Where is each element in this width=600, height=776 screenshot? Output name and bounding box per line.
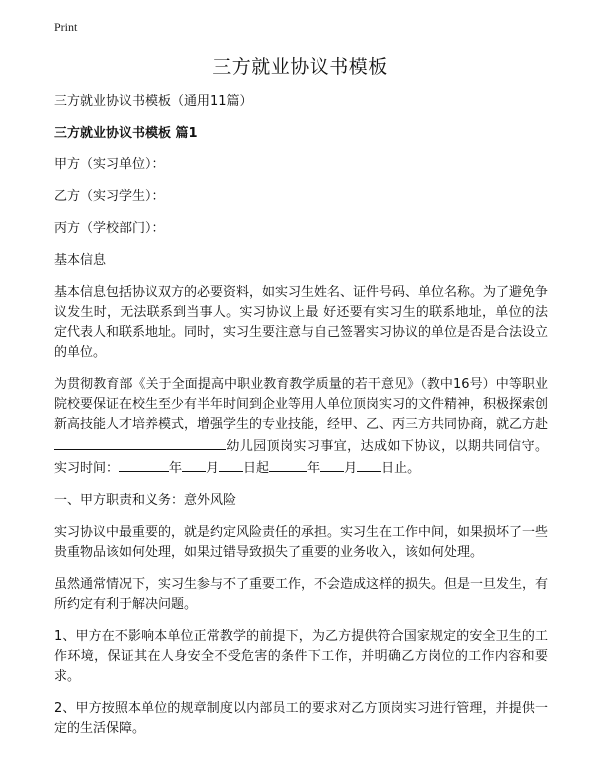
start-year-blank (119, 457, 169, 472)
kindergarten-blank (54, 435, 226, 450)
start-month-blank (182, 457, 206, 472)
end-day-blank (357, 457, 381, 472)
print-link[interactable]: Print (54, 20, 78, 34)
end-year-label: 年 (307, 461, 321, 476)
document-subtitle: 三方就业协议书模板（通用11篇） (54, 94, 253, 109)
policy-paragraph (54, 375, 548, 479)
start-month-label: 月 (206, 461, 220, 476)
risk-paragraph-2: 虽然通常情况下，实习生参与不了重要工作，不会造成这样的损失。但是一旦发生，有所约定有利于解决问题。 (54, 577, 549, 612)
party-b-field: 乙方（实习学生）： (54, 189, 165, 204)
duty-heading: 一、甲方职责和义务：意外风险 (54, 493, 237, 508)
clause-1: 1、甲方在不影响本单位正常教学的前提下，为乙方提供符合国家规定的安全卫生的工作环境，保证其在人身安全不受危害的条件下工作，并明确乙方岗位的工作内容和要求。 (54, 629, 548, 684)
date-period: 。 (407, 461, 421, 476)
clause-2: 2、甲方按照本单位的规章制度以内部员工的要求对乙方顶岗实习进行管理，并提供一定的生活保障。 (54, 701, 548, 736)
party-c-field: 丙方（学校部门）： (54, 221, 165, 236)
risk-paragraph: 实习协议中最重要的，就是约定风险责任的承担。实习生在工作中间，如果损坏了一些贵重物品该如何处理，如果过错导致损失了重要的业务收入，该如何处理。 (54, 525, 549, 560)
policy-text-part-2: 幼儿园顶岗实习事宜，达成如下协议，以期共同信守。实习时间： (54, 439, 548, 476)
end-day-label: 日止 (381, 461, 408, 476)
basic-info-paragraph: 基本信息包括协议双方的必要资料，如实习生姓名、证件号码、单位名称。为了避免争议发生时，无法联系到当事人。实习协议上最 好还要有实习生的联系地址，单位的法定代表人和联系地址。同时，实习生要注意与自己签署实习协议的单位是否是合法设立的单位。 (54, 285, 549, 360)
start-day-blank (219, 457, 243, 472)
end-year-blank (269, 457, 307, 472)
basic-info-heading: 基本信息 (54, 253, 107, 268)
end-month-blank (320, 457, 344, 472)
policy-text-part-1: 为贯彻教育部《关于全面提高中职业教育教学质量的若干意见》（教中16号）中等职业院校要保证在校生至少有半年时间到企业等用人单位顶岗实习的文件精神，积极探索创新高技能人才培养模式，增强学生的专业技能，经甲、乙、丙三方共同协商，就乙方赴 (54, 377, 549, 432)
start-year-label: 年 (169, 461, 183, 476)
end-month-label: 月 (344, 461, 358, 476)
document-title: 三方就业协议书模板 (212, 56, 388, 78)
section-heading: 三方就业协议书模板 篇1 (54, 126, 198, 141)
document-body (54, 92, 548, 751)
start-day-label: 日起 (243, 461, 270, 476)
party-a-field: 甲方（实习单位）： (54, 157, 165, 172)
